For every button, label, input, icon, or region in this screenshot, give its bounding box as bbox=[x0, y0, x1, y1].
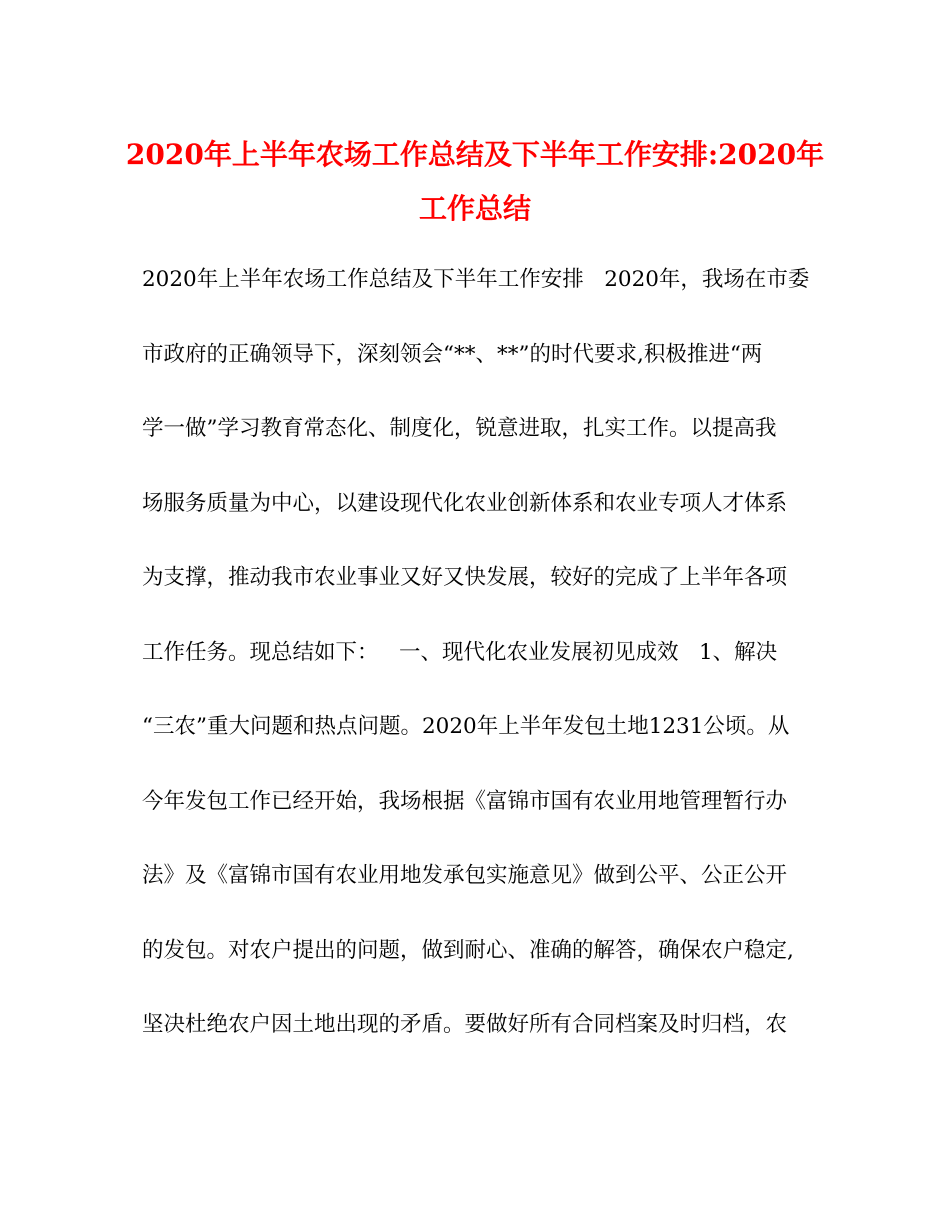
body-line-3: 学一做”学习教育常态化、制度化，锐意进取，扎实工作。以提高我 bbox=[142, 416, 777, 441]
body-line-9: 法》及《富锦市国有农业用地发承包实施意见》做到公平、公正公开 bbox=[142, 863, 788, 888]
document-body bbox=[142, 258, 822, 1078]
body-line-1: 2020年上半年农场工作总结及下半年工作安排 2020年，我场在市委 bbox=[142, 267, 810, 292]
body-line-8: 今年发包工作已经开始，我场根据《富锦市国有农业用地管理暂行办 bbox=[142, 788, 788, 814]
body-line-10: 的发包。对农户提出的问题，做到耐心、准确的解答，确保农户稳定, bbox=[142, 937, 794, 963]
body-line-2: 市政府的正确领导下，深刻领会“**、**”的时代要求,积极推进“两 bbox=[142, 341, 763, 367]
body-line-5: 为支撑，推动我市农业事业又好又快发展，较好的完成了上半年各项 bbox=[142, 565, 788, 590]
document-title bbox=[110, 128, 840, 236]
body-line-4: 场服务质量为中心，以建设现代化农业创新体系和农业专项人才体系 bbox=[142, 490, 788, 516]
body-line-7: “三农”重大问题和热点问题。2020年上半年发包土地1231公顷。从 bbox=[142, 714, 790, 739]
body-line-11: 坚决杜绝农户因土地出现的矛盾。要做好所有合同档案及时归档，农 bbox=[142, 1012, 788, 1037]
body-line-6: 工作任务。现总结如下： 一、现代化农业发展初见成效 1、解决 bbox=[142, 639, 778, 665]
title-line-2: 工作总结 bbox=[418, 192, 531, 225]
title-line-1: 2020年上半年农场工作总结及下半年工作安排:2020年 bbox=[125, 138, 825, 171]
